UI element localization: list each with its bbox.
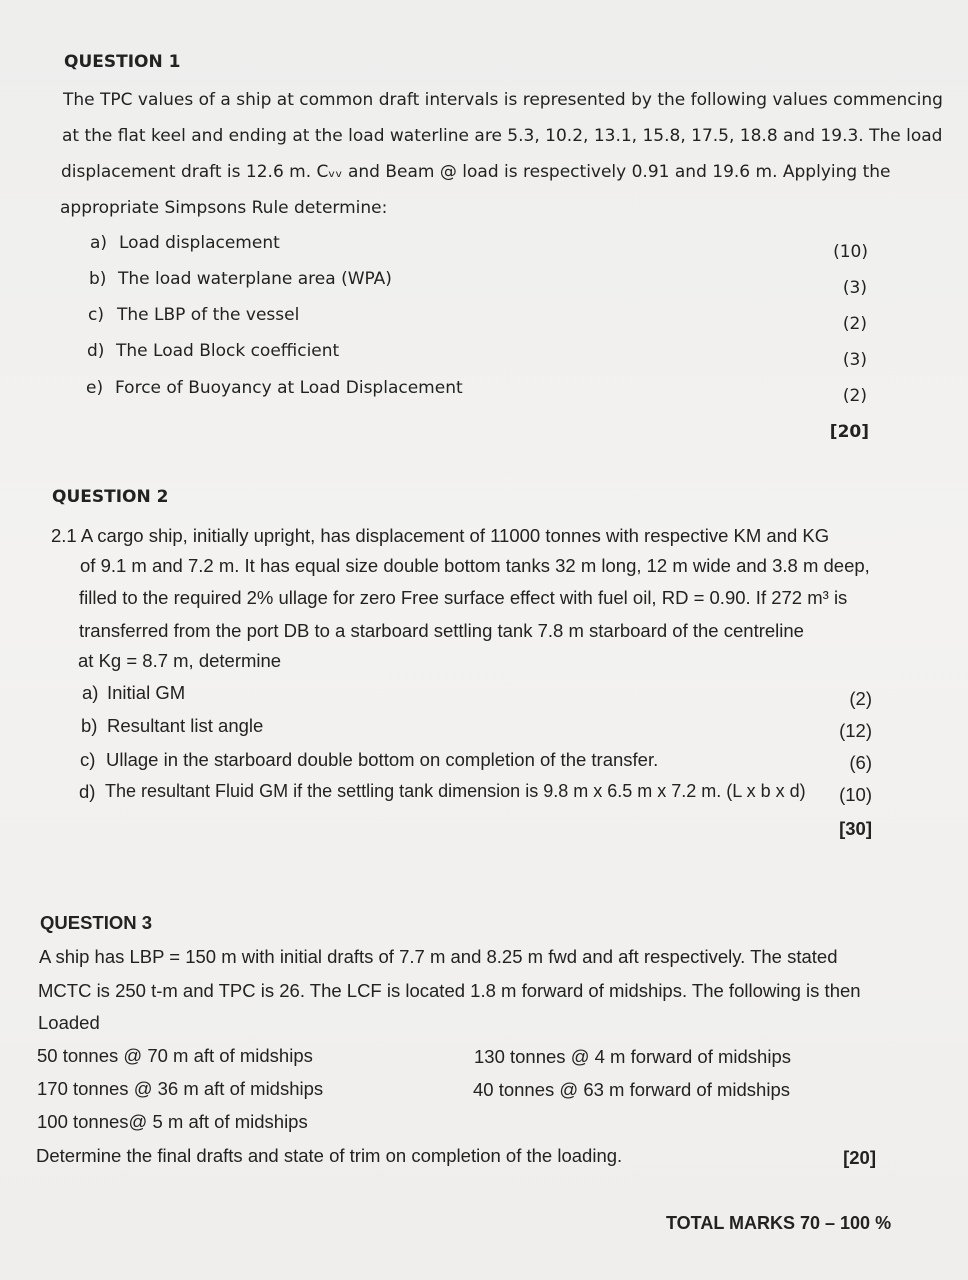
- q1-item-c-text: The LBP of the vessel: [117, 305, 300, 325]
- q1-item-e-marks: (2): [842, 386, 867, 406]
- q1-item-a-text: Load displacement: [119, 233, 280, 253]
- q1-item-b-text: The load waterplane area (WPA): [118, 269, 392, 289]
- q1-line-3: displacement draft is 12.6 m. Cᵥᵥ and Beam @ load is respectively 0.91 and 19.6 m. Applying the: [61, 162, 891, 182]
- q3-load-left-3: 100 tonnes@ 5 m aft of midships: [37, 1111, 308, 1132]
- q1-item-a-label: a): [90, 233, 108, 253]
- q1-item-b-label: b): [89, 269, 107, 289]
- q2-item-d-label: d): [79, 781, 96, 802]
- q2-line-4: transferred from the port DB to a starboard settling tank 7.8 m starboard of the centreline: [79, 620, 804, 641]
- q2-total-marks: [30]: [839, 818, 872, 839]
- q2-item-d-marks: (10): [839, 784, 872, 805]
- q2-item-b-label: b): [81, 715, 98, 736]
- q3-load-right-2: 40 tonnes @ 63 m forward of midships: [473, 1079, 790, 1100]
- q1-item-d-text: The Load Block coefficient: [116, 341, 340, 361]
- q2-line-1: 2.1 A cargo ship, initially upright, has displacement of 11000 tonnes with respective KM and KG: [51, 525, 830, 546]
- q1-item-b-marks: (3): [842, 278, 867, 298]
- q3-load-left-2: 170 tonnes @ 36 m aft of midships: [37, 1078, 324, 1099]
- q3-line-3: Loaded: [38, 1012, 100, 1033]
- q1-line-2: at the flat keel and ending at the load waterline are 5.3, 10.2, 13.1, 15.8, 17.5, 18.8 and 19.3. The load: [62, 126, 943, 146]
- q2-item-c-label: c): [80, 749, 96, 770]
- q3-line-2: MCTC is 250 t-m and TPC is 26. The LCF is located 1.8 m forward of midships. The following is then: [38, 980, 861, 1001]
- q1-item-d-marks: (3): [842, 350, 867, 370]
- q2-item-b-marks: (12): [839, 720, 872, 741]
- q2-line-2: of 9.1 m and 7.2 m. It has equal size double bottom tanks 32 m long, 12 m wide and 3.8 m deep,: [80, 555, 870, 576]
- q1-item-d-label: d): [87, 341, 105, 361]
- q3-load-right-1: 130 tonnes @ 4 m forward of midships: [474, 1046, 791, 1067]
- q2-item-b-text: Resultant list angle: [107, 715, 264, 736]
- q3-total-marks: [20]: [843, 1147, 876, 1168]
- q2-item-c-text: Ullage in the starboard double bottom on completion of the transfer.: [106, 749, 659, 770]
- q1-item-e-text: Force of Buoyancy at Load Displacement: [115, 378, 463, 398]
- q2-title: QUESTION 2: [52, 487, 169, 507]
- q1-item-c-label: c): [88, 305, 104, 325]
- q1-item-e-label: e): [86, 378, 104, 398]
- q1-line-4: appropriate Simpsons Rule determine:: [60, 198, 388, 218]
- q3-title: QUESTION 3: [40, 912, 153, 933]
- q1-total-marks: [20]: [829, 422, 869, 442]
- q1-item-a-marks: (10): [833, 242, 868, 262]
- q1-item-c-marks: (2): [842, 314, 867, 334]
- q2-line-5: at Kg = 8.7 m, determine: [78, 650, 282, 671]
- q2-line-3: filled to the required 2% ullage for zero Free surface effect with fuel oil, RD = 0.90. If 272 m³ is: [79, 587, 848, 608]
- q2-item-a-label: a): [82, 682, 99, 703]
- q2-item-d-text: The resultant Fluid GM if the settling tank dimension is 9.8 m x 6.5 m x 7.2 m. (L x b x d): [105, 781, 806, 801]
- total-marks-footer: TOTAL MARKS 70 – 100 %: [666, 1213, 892, 1233]
- q2-item-a-marks: (2): [849, 688, 872, 709]
- q3-final-instruction: Determine the final drafts and state of trim on completion of the loading.: [36, 1145, 623, 1166]
- q3-load-left-1: 50 tonnes @ 70 m aft of midships: [37, 1045, 313, 1066]
- q2-item-a-text: Initial GM: [107, 682, 186, 703]
- q2-item-c-marks: (6): [849, 752, 872, 773]
- q1-line-1: The TPC values of a ship at common draft intervals is represented by the following values commencing: [63, 90, 943, 110]
- q1-title: QUESTION 1: [64, 52, 181, 72]
- q3-line-1: A ship has LBP = 150 m with initial drafts of 7.7 m and 8.25 m fwd and aft respectively. The stated: [39, 946, 838, 967]
